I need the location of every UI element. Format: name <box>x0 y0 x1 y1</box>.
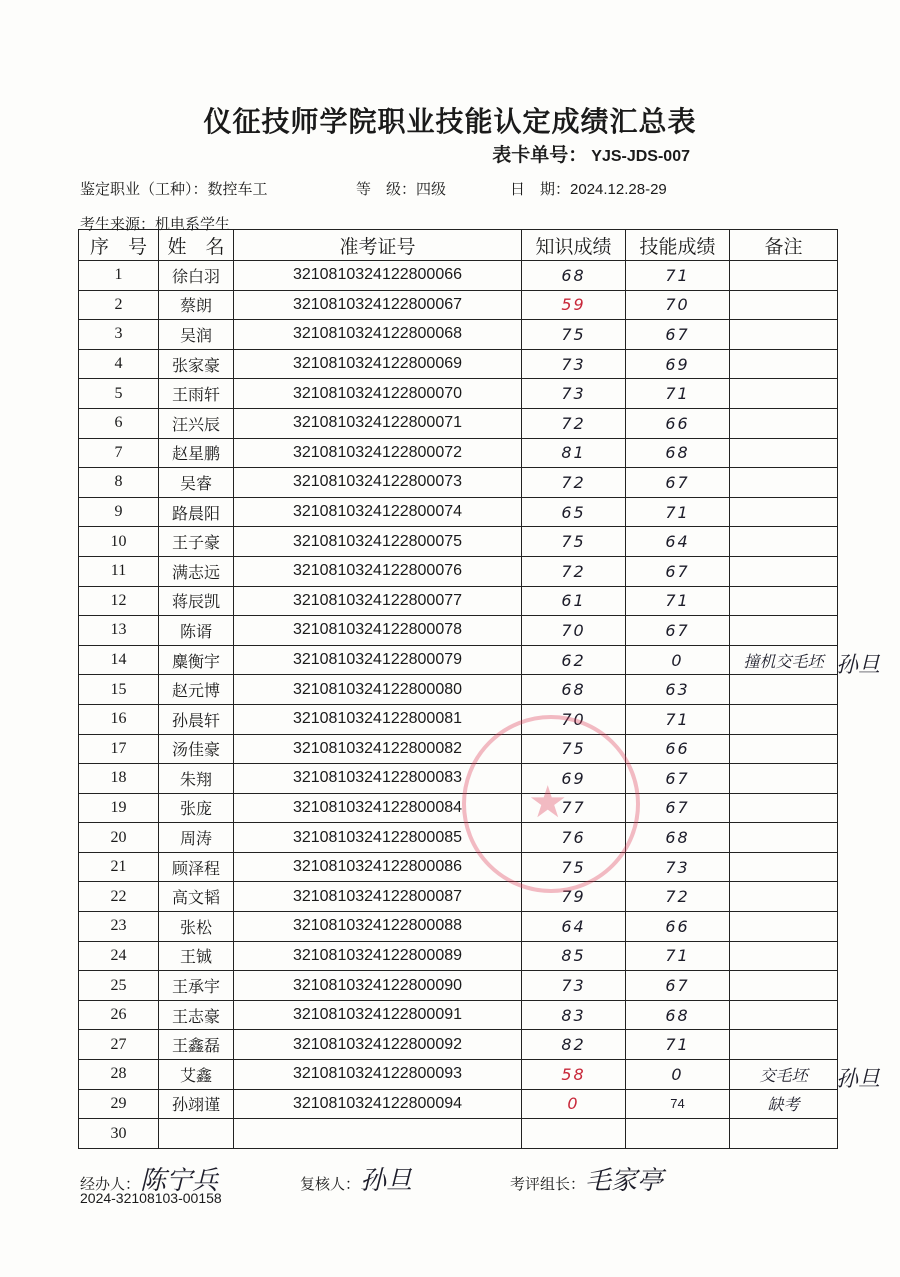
row-name: 王鑫磊 <box>159 1030 234 1060</box>
row-seq: 26 <box>79 1000 159 1030</box>
row-seq: 21 <box>79 852 159 882</box>
row-knowledge-score: 77 <box>522 793 626 823</box>
table-row <box>79 1089 838 1119</box>
row-exam-id: 3210810324122800085 <box>234 823 522 853</box>
row-exam-id: 3210810324122800087 <box>234 882 522 912</box>
table-row <box>79 1060 838 1090</box>
document-title: 仪征技师学院职业技能认定成绩汇总表 <box>203 105 697 138</box>
source-label: 考生来源： <box>80 215 156 233</box>
row-skill-score: 67 <box>626 556 730 586</box>
row-remark <box>730 912 838 942</box>
row-knowledge-score: 70 <box>522 704 626 734</box>
row-exam-id: 3210810324122800069 <box>234 349 522 379</box>
row-seq: 11 <box>79 556 159 586</box>
row-name: 赵元博 <box>159 675 234 705</box>
row-seq: 27 <box>79 1030 159 1060</box>
row-seq: 6 <box>79 408 159 438</box>
table-row <box>79 882 838 912</box>
row-skill-score: 71 <box>626 497 730 527</box>
row-remark <box>730 290 838 320</box>
row-knowledge-score: 72 <box>522 468 626 498</box>
row-remark <box>730 1000 838 1030</box>
col-skill-header: 技能成绩 <box>626 230 730 261</box>
row-name: 麋衡宇 <box>159 645 234 675</box>
row-seq: 14 <box>79 645 159 675</box>
table-row <box>79 527 838 557</box>
row-seq: 8 <box>79 468 159 498</box>
row-name: 吴润 <box>159 320 234 350</box>
row-knowledge-score: 73 <box>522 349 626 379</box>
row-name: 王子豪 <box>159 527 234 557</box>
row-knowledge-score: 68 <box>522 675 626 705</box>
row-skill-score: 64 <box>626 527 730 557</box>
row-seq: 15 <box>79 675 159 705</box>
margin-initial-row14: 孙旦 <box>836 653 881 678</box>
row-skill-score: 68 <box>626 823 730 853</box>
row-exam-id: 3210810324122800089 <box>234 941 522 971</box>
row-name: 王雨轩 <box>159 379 234 409</box>
row-knowledge-score: 75 <box>522 734 626 764</box>
table-row <box>79 971 838 1001</box>
row-exam-id: 3210810324122800074 <box>234 497 522 527</box>
row-remark <box>730 852 838 882</box>
row-knowledge-score: 76 <box>522 823 626 853</box>
table-row <box>79 645 838 675</box>
table-row <box>79 408 838 438</box>
row-skill-score: 67 <box>626 616 730 646</box>
row-skill-score: 0 <box>626 1060 730 1090</box>
row-remark <box>730 468 838 498</box>
table-row <box>79 379 838 409</box>
row-knowledge-score: 73 <box>522 379 626 409</box>
row-seq: 22 <box>79 882 159 912</box>
row-exam-id: 3210810324122800092 <box>234 1030 522 1060</box>
row-knowledge-score: 69 <box>522 764 626 794</box>
row-remark <box>730 408 838 438</box>
row-remark <box>730 616 838 646</box>
row-remark <box>730 1119 838 1149</box>
row-exam-id: 3210810324122800073 <box>234 468 522 498</box>
row-skill-score: 66 <box>626 734 730 764</box>
row-seq: 17 <box>79 734 159 764</box>
score-table <box>78 229 838 1149</box>
row-seq: 25 <box>79 971 159 1001</box>
col-seq-header: 序 号 <box>79 230 159 261</box>
row-name: 艾鑫 <box>159 1060 234 1090</box>
table-row <box>79 586 838 616</box>
row-knowledge-score: 64 <box>522 912 626 942</box>
row-name: 陈谞 <box>159 616 234 646</box>
row-exam-id: 3210810324122800091 <box>234 1000 522 1030</box>
row-remark <box>730 675 838 705</box>
serial-number: 2024-32108103-00158 <box>80 1190 222 1206</box>
row-skill-score: 69 <box>626 349 730 379</box>
level-label: 等 级： <box>356 180 417 198</box>
date-label: 日 期： <box>510 180 571 198</box>
row-skill-score: 70 <box>626 290 730 320</box>
row-name: 朱翔 <box>159 764 234 794</box>
table-row <box>79 941 838 971</box>
row-knowledge-score: 62 <box>522 645 626 675</box>
row-knowledge-score: 85 <box>522 941 626 971</box>
table-row <box>79 912 838 942</box>
row-exam-id: 3210810324122800077 <box>234 586 522 616</box>
row-knowledge-score: 72 <box>522 408 626 438</box>
row-remark <box>730 882 838 912</box>
row-name: 孙晨轩 <box>159 704 234 734</box>
row-seq: 18 <box>79 764 159 794</box>
row-seq: 9 <box>79 497 159 527</box>
row-remark: 交毛坯 <box>730 1060 838 1090</box>
row-seq: 1 <box>79 261 159 291</box>
row-skill-score: 73 <box>626 852 730 882</box>
row-seq: 13 <box>79 616 159 646</box>
row-remark <box>730 793 838 823</box>
table-row <box>79 320 838 350</box>
row-exam-id: 3210810324122800086 <box>234 852 522 882</box>
date-value: 2024.12.28-29 <box>570 181 667 198</box>
row-name: 顾泽程 <box>159 852 234 882</box>
table-row <box>79 704 838 734</box>
row-exam-id: 3210810324122800066 <box>234 261 522 291</box>
row-exam-id: 3210810324122800088 <box>234 912 522 942</box>
row-seq: 24 <box>79 941 159 971</box>
row-remark <box>730 379 838 409</box>
reviewer <box>300 1160 412 1197</box>
table-row <box>79 497 838 527</box>
row-exam-id: 3210810324122800078 <box>234 616 522 646</box>
row-seq: 12 <box>79 586 159 616</box>
row-name <box>159 1119 234 1149</box>
row-skill-score: 71 <box>626 261 730 291</box>
row-skill-score: 66 <box>626 912 730 942</box>
row-remark <box>730 556 838 586</box>
exam-date <box>510 178 667 199</box>
row-knowledge-score: 68 <box>522 261 626 291</box>
row-knowledge-score: 83 <box>522 1000 626 1030</box>
reviewer-label: 复核人： <box>300 1175 361 1193</box>
row-name: 蔡朗 <box>159 290 234 320</box>
row-name: 满志远 <box>159 556 234 586</box>
row-skill-score: 71 <box>626 1030 730 1060</box>
row-name: 张松 <box>159 912 234 942</box>
row-remark: 缺考 <box>730 1089 838 1119</box>
row-knowledge-score: 79 <box>522 882 626 912</box>
row-exam-id: 3210810324122800072 <box>234 438 522 468</box>
row-seq: 23 <box>79 912 159 942</box>
row-exam-id: 3210810324122800093 <box>234 1060 522 1090</box>
col-knowledge-header: 知识成绩 <box>522 230 626 261</box>
row-exam-id: 3210810324122800080 <box>234 675 522 705</box>
row-exam-id: 3210810324122800070 <box>234 379 522 409</box>
margin-initial-row28: 孙旦 <box>836 1067 881 1092</box>
table-header-row <box>79 230 838 261</box>
table-row <box>79 1000 838 1030</box>
row-skill-score: 68 <box>626 438 730 468</box>
row-remark <box>730 734 838 764</box>
row-name: 高文韬 <box>159 882 234 912</box>
card-number-label: 表卡单号： <box>492 144 588 166</box>
row-seq: 4 <box>79 349 159 379</box>
row-remark <box>730 704 838 734</box>
table-row <box>79 823 838 853</box>
table-row <box>79 852 838 882</box>
row-name: 王铖 <box>159 941 234 971</box>
row-remark <box>730 438 838 468</box>
row-skill-score: 67 <box>626 793 730 823</box>
row-seq: 7 <box>79 438 159 468</box>
handler-signature: 陈宁兵 <box>140 1166 219 1196</box>
col-name-header: 姓 名 <box>159 230 234 261</box>
table-row <box>79 438 838 468</box>
row-remark <box>730 527 838 557</box>
row-skill-score: 63 <box>626 675 730 705</box>
table-row <box>79 556 838 586</box>
row-seq: 28 <box>79 1060 159 1090</box>
row-knowledge-score: 65 <box>522 497 626 527</box>
row-knowledge-score: 75 <box>522 852 626 882</box>
table-row <box>79 793 838 823</box>
card-number-value: YJS-JDS-007 <box>591 148 690 165</box>
table-row <box>79 764 838 794</box>
leader-signature: 毛家亭 <box>585 1166 664 1196</box>
leader-label: 考评组长： <box>510 1175 586 1193</box>
row-name: 徐白羽 <box>159 261 234 291</box>
group-leader <box>510 1160 663 1197</box>
row-seq: 19 <box>79 793 159 823</box>
occupation-label: 鉴定职业（工种）： <box>80 180 208 198</box>
row-knowledge-score: 70 <box>522 616 626 646</box>
row-skill-score: 74 <box>626 1089 730 1119</box>
row-name: 路晨阳 <box>159 497 234 527</box>
row-exam-id: 3210810324122800071 <box>234 408 522 438</box>
row-name: 张家豪 <box>159 349 234 379</box>
row-remark <box>730 586 838 616</box>
row-knowledge-score: 75 <box>522 320 626 350</box>
handler-label: 经办人： <box>80 1175 141 1193</box>
row-exam-id: 3210810324122800067 <box>234 290 522 320</box>
row-name: 赵星鹏 <box>159 438 234 468</box>
row-skill-score: 72 <box>626 882 730 912</box>
row-knowledge-score: 61 <box>522 586 626 616</box>
row-exam-id: 3210810324122800075 <box>234 527 522 557</box>
row-skill-score: 68 <box>626 1000 730 1030</box>
table-row <box>79 616 838 646</box>
row-knowledge-score: 81 <box>522 438 626 468</box>
table-row <box>79 1119 838 1149</box>
level-value: 四级 <box>416 180 447 198</box>
row-skill-score <box>626 1119 730 1149</box>
occupation-value: 数控车工 <box>207 180 268 198</box>
row-remark <box>730 1030 838 1060</box>
row-knowledge-score: 0 <box>522 1089 626 1119</box>
row-remark <box>730 497 838 527</box>
row-exam-id: 3210810324122800076 <box>234 556 522 586</box>
row-name: 吴睿 <box>159 468 234 498</box>
source-value: 机电系学生 <box>155 215 231 233</box>
row-skill-score: 71 <box>626 941 730 971</box>
row-seq: 10 <box>79 527 159 557</box>
row-name: 王志豪 <box>159 1000 234 1030</box>
row-knowledge-score: 59 <box>522 290 626 320</box>
row-name: 蒋辰凯 <box>159 586 234 616</box>
col-id-header: 准考证号 <box>234 230 522 261</box>
table-row <box>79 675 838 705</box>
row-seq: 5 <box>79 379 159 409</box>
row-knowledge-score: 72 <box>522 556 626 586</box>
row-remark <box>730 971 838 1001</box>
table-row <box>79 290 838 320</box>
row-seq: 29 <box>79 1089 159 1119</box>
table-row <box>79 734 838 764</box>
row-name: 孙翊谨 <box>159 1089 234 1119</box>
row-skill-score: 0 <box>626 645 730 675</box>
row-knowledge-score: 73 <box>522 971 626 1001</box>
row-seq: 16 <box>79 704 159 734</box>
official-seal: ★ <box>462 715 640 893</box>
row-remark <box>730 349 838 379</box>
row-knowledge-score: 58 <box>522 1060 626 1090</box>
row-remark: 撞机交毛坯 <box>730 645 838 675</box>
row-name: 周涛 <box>159 823 234 853</box>
row-skill-score: 71 <box>626 379 730 409</box>
row-skill-score: 71 <box>626 704 730 734</box>
row-skill-score: 66 <box>626 408 730 438</box>
row-name: 汤佳豪 <box>159 734 234 764</box>
row-knowledge-score: 82 <box>522 1030 626 1060</box>
row-seq: 3 <box>79 320 159 350</box>
row-seq: 2 <box>79 290 159 320</box>
table-row <box>79 261 838 291</box>
row-remark <box>730 764 838 794</box>
level <box>356 178 446 199</box>
table-row <box>79 1030 838 1060</box>
row-remark <box>730 320 838 350</box>
row-remark <box>730 941 838 971</box>
row-exam-id <box>234 1119 522 1149</box>
row-seq: 20 <box>79 823 159 853</box>
row-skill-score: 67 <box>626 764 730 794</box>
row-skill-score: 67 <box>626 320 730 350</box>
row-exam-id: 3210810324122800094 <box>234 1089 522 1119</box>
table-row <box>79 468 838 498</box>
row-remark <box>730 823 838 853</box>
card-number <box>492 140 690 167</box>
row-exam-id: 3210810324122800068 <box>234 320 522 350</box>
table-row <box>79 349 838 379</box>
occupation <box>80 178 268 199</box>
row-name: 汪兴辰 <box>159 408 234 438</box>
row-knowledge-score: 75 <box>522 527 626 557</box>
row-exam-id: 3210810324122800084 <box>234 793 522 823</box>
row-exam-id: 3210810324122800081 <box>234 704 522 734</box>
row-exam-id: 3210810324122800083 <box>234 764 522 794</box>
row-remark <box>730 261 838 291</box>
row-seq: 30 <box>79 1119 159 1149</box>
row-skill-score: 71 <box>626 586 730 616</box>
reviewer-signature: 孙旦 <box>360 1166 413 1196</box>
row-exam-id: 3210810324122800079 <box>234 645 522 675</box>
row-name: 王承宇 <box>159 971 234 1001</box>
row-exam-id: 3210810324122800090 <box>234 971 522 1001</box>
row-skill-score: 67 <box>626 971 730 1001</box>
col-remark-header: 备注 <box>730 230 838 261</box>
row-knowledge-score <box>522 1119 626 1149</box>
row-exam-id: 3210810324122800082 <box>234 734 522 764</box>
row-skill-score: 67 <box>626 468 730 498</box>
row-name: 张庞 <box>159 793 234 823</box>
